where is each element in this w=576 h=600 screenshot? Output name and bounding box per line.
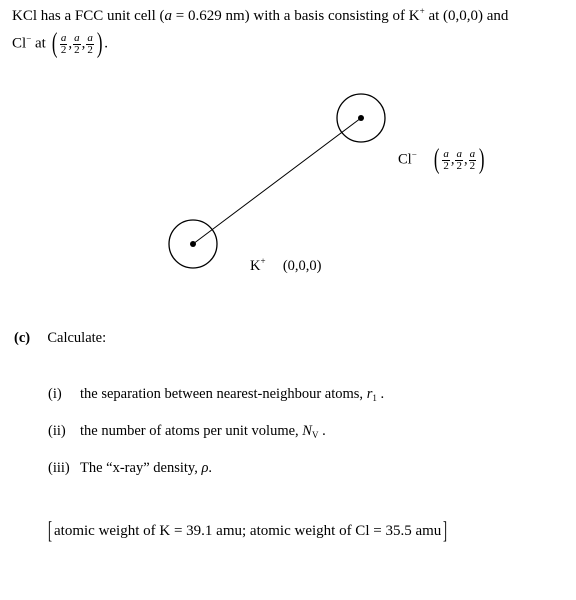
item-number: (ii) — [48, 423, 66, 439]
intro-text-end: at (0,0,0) and — [424, 8, 509, 24]
part-label: (c) — [14, 330, 31, 346]
cl-label: Cl — [12, 35, 27, 52]
cl-diagram-label: Cl− ( $\frac{a}{2}$ , $\frac{a}{2}$ , $\frac{a}{2}$ ) — [398, 144, 485, 175]
list-item: (iii) The “x-ray” density, ρ. — [48, 460, 213, 476]
cl-charge: − — [26, 33, 32, 44]
part-heading — [14, 330, 106, 347]
k-charge: + — [419, 6, 425, 16]
fraction-a-over-2: $\frac{a}{2}$ — [469, 147, 476, 172]
basis-bond-line — [193, 118, 361, 244]
fraction-a-over-2: $\frac{a}{2}$ — [74, 31, 80, 56]
item-number: (iii) — [48, 460, 70, 476]
list-item: (ii) the number of atoms per unit volume, $N_V$ . — [48, 423, 326, 440]
left-bracket: [ — [48, 518, 52, 544]
list-item: (i) the separation between nearest-neighbour atoms, $r_1$ . — [48, 386, 385, 403]
right-paren: ) — [478, 144, 485, 175]
fraction-a-over-2: $\frac{a}{2}$ — [443, 147, 449, 172]
k-coordinates: (0,0,0) — [282, 258, 322, 274]
cl-at-text: at — [31, 35, 46, 52]
item-number: (i) — [48, 386, 62, 402]
part-title: Calculate: — [47, 330, 107, 346]
cl-atom-center — [358, 115, 364, 121]
fraction-a-over-2: $\frac{a}{2}$ — [60, 31, 67, 56]
right-bracket: ] — [443, 518, 448, 544]
left-paren: ( — [433, 144, 440, 175]
lattice-constant-value: = 0.629 nm) with a basis consisting of K — [172, 8, 420, 24]
intro-line-2: Cl− at ( $\frac{a}{2}$ , $\frac{a}{2}$ , $\frac{a}{2}$ ) . — [12, 28, 108, 59]
k-atom-center — [190, 241, 196, 247]
lattice-constant-symbol: a — [164, 8, 172, 24]
fraction-a-over-2: $\frac{a}{2}$ — [456, 147, 462, 172]
k-diagram-label: K+ (0,0,0) — [250, 256, 322, 274]
fraction-a-over-2: $\frac{a}{2}$ — [87, 31, 93, 56]
right-paren: ) — [96, 28, 103, 59]
intro-text-start: KCl has a FCC unit cell ( — [12, 8, 165, 24]
atomic-weights-note: [ atomic weight of K = 39.1 amu; atomic weight of Cl = 35.5 amu] — [48, 518, 448, 544]
left-paren: ( — [51, 28, 58, 59]
